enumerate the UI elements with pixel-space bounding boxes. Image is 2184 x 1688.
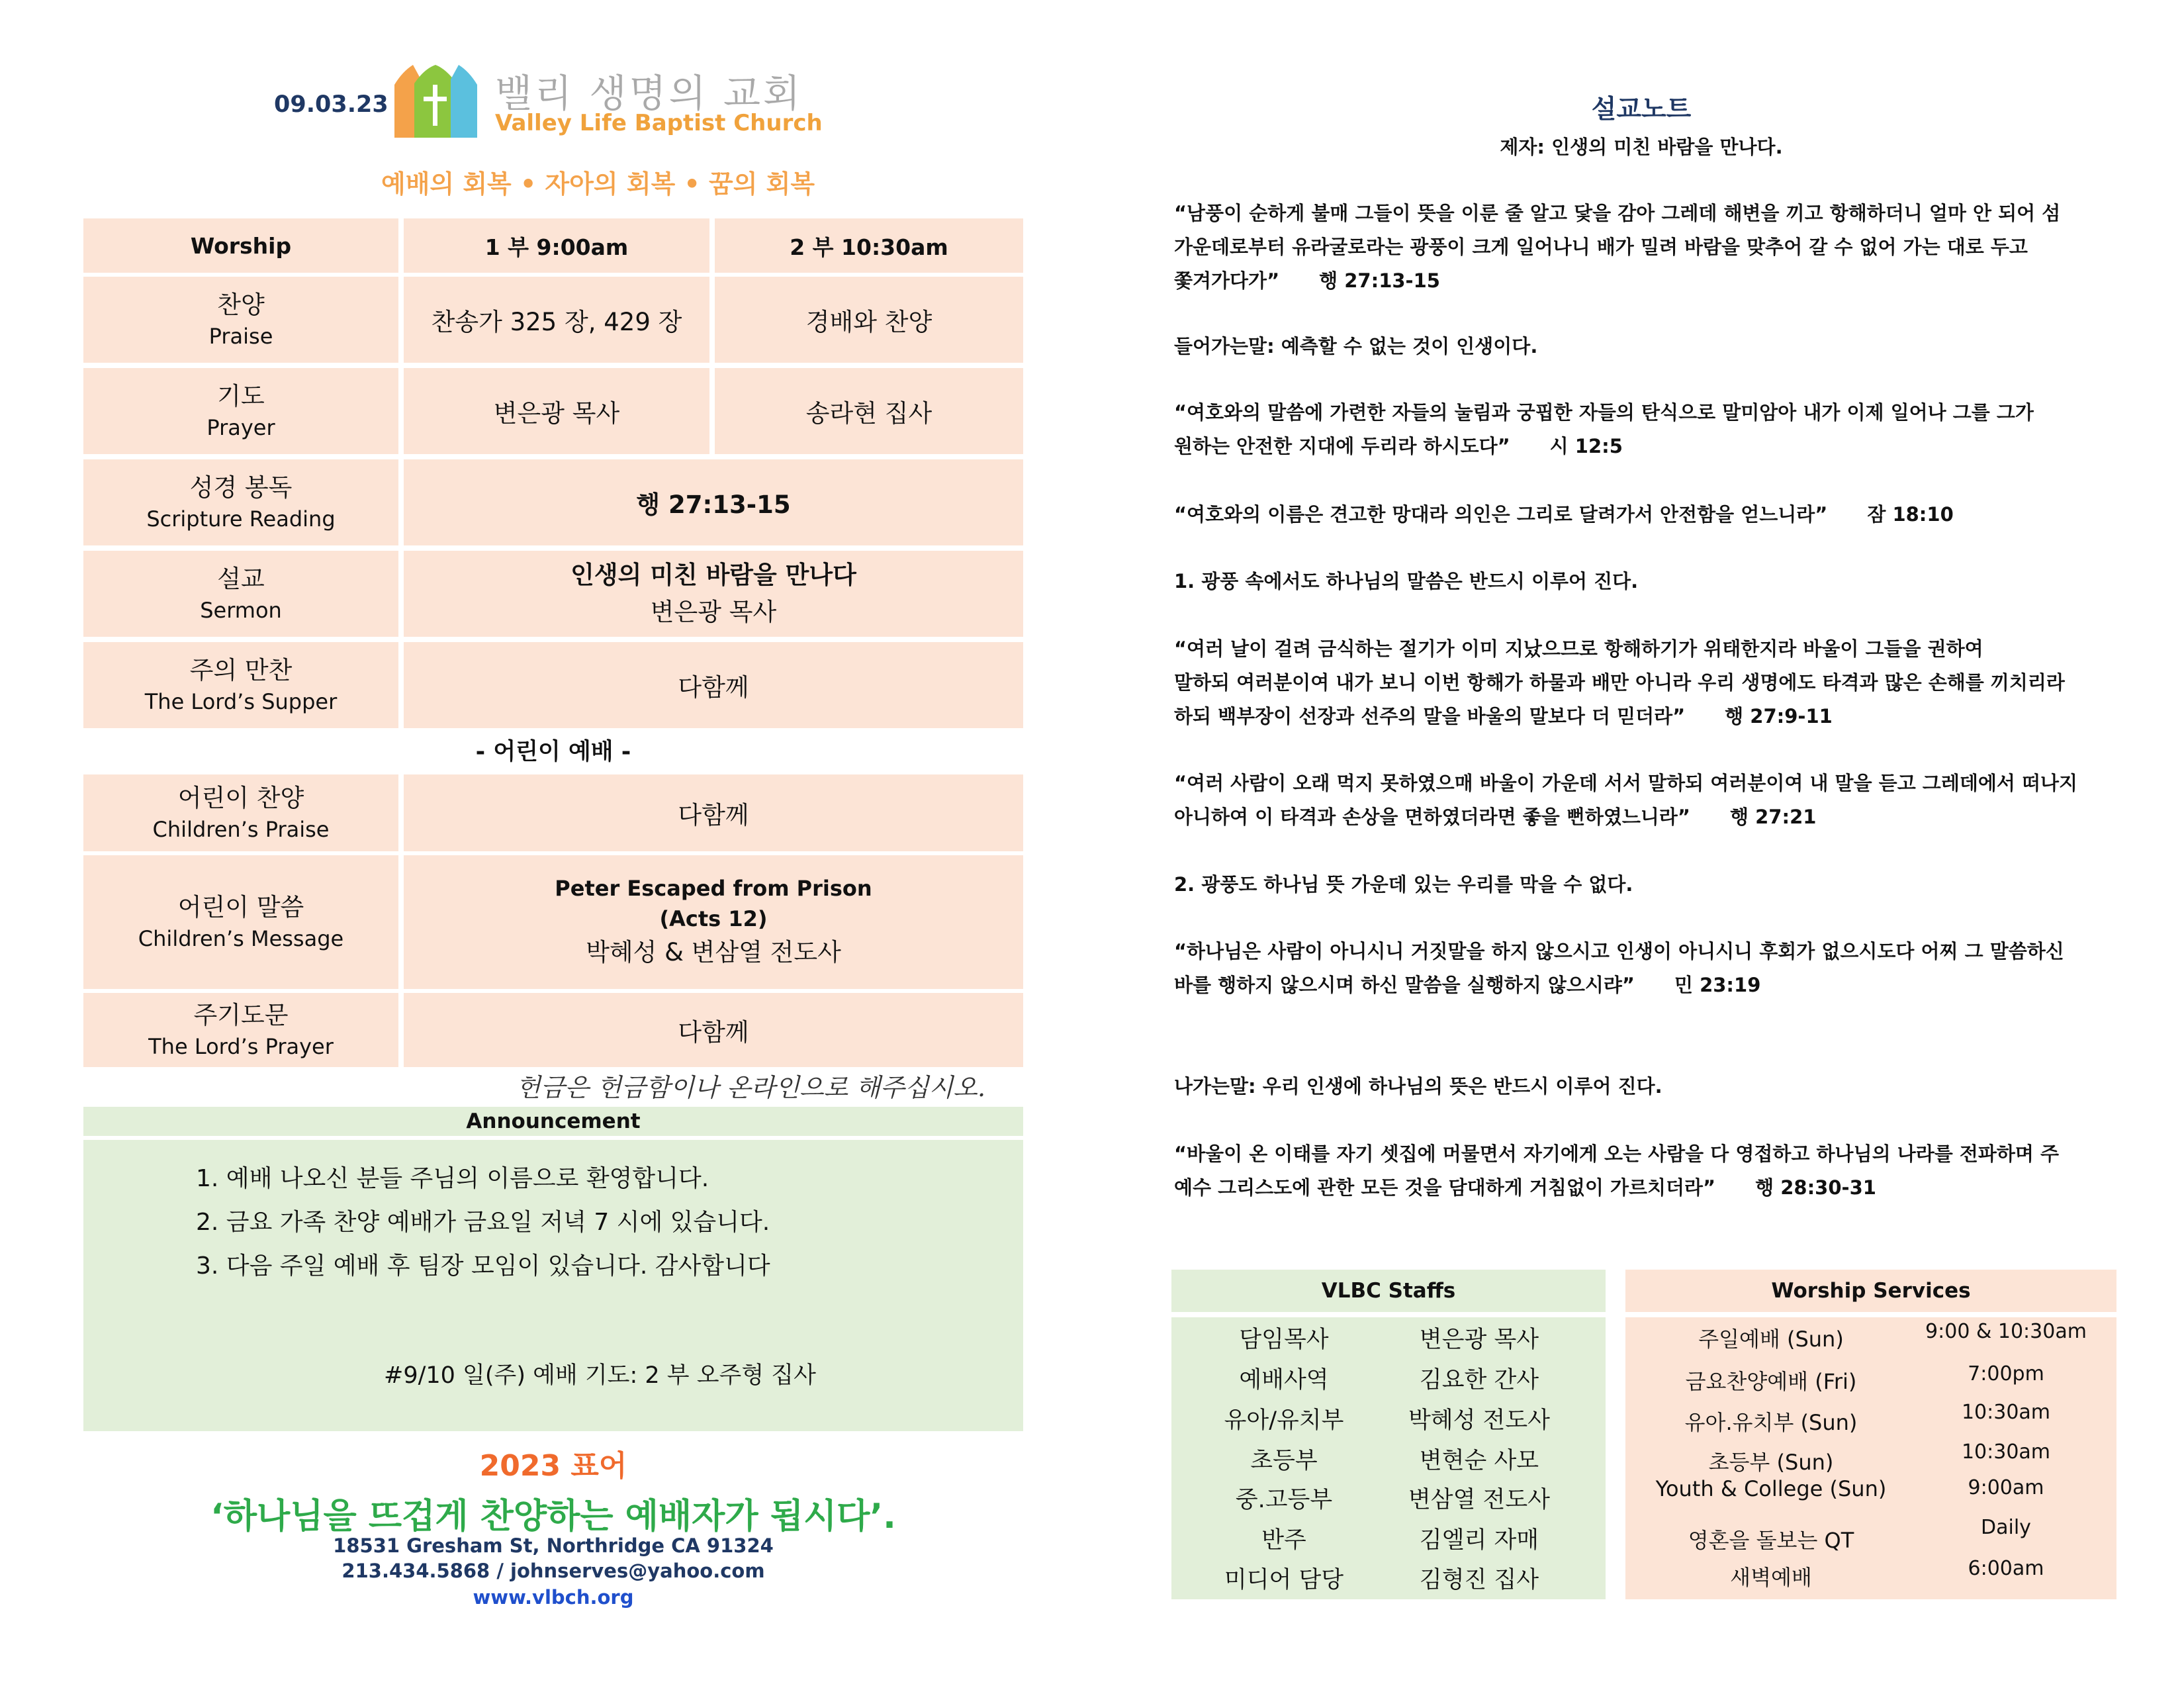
services-list [1625,1317,2116,1599]
prayer-second-service [715,368,1023,454]
service-time: 6:00am [1968,1557,2044,1580]
row-label-supper [83,642,398,728]
staffs-list [1171,1317,1606,1599]
staff-name: 김엘리 자매 [1419,1527,1539,1554]
prayer-label-en: Prayer [206,415,275,440]
passage-line: 원하는 안전한 지대에 두리라 하시도다” [1174,435,1510,457]
staff-role: 미디어 담당 [1224,1567,1344,1593]
lords-prayer-label-kr: 주기도문 [193,1001,289,1029]
announcement-title: Announcement [83,1107,1023,1136]
prayer-second-value: 송라현 집사 [805,399,933,428]
sermon-label-kr: 설교 [217,565,265,593]
church-address: 18531 Gresham St, Northridge CA 91324 [333,1534,774,1557]
children-message-label-en: Children’s Message [138,926,344,951]
praise-second-service [715,277,1023,363]
children-message-speakers: 박혜성 & 변삼열 전도사 [586,938,841,966]
prayer-first-service [404,368,709,454]
sermon-info [404,551,1023,637]
staff-role: 유아/유치부 [1224,1407,1344,1434]
staff-role: 초등부 [1250,1448,1318,1474]
row-label-children-message [83,855,398,989]
service-time: Daily [1981,1516,2031,1539]
header-first-service: 1 부 9:00am [404,218,709,273]
children-message-label-kr: 어린이 말씀 [177,893,304,921]
sermon-notes-subject: 제자: 인생의 미친 바람을 만나다. [1500,136,1783,158]
scripture-label-en: Scripture Reading [146,506,336,532]
children-praise-label-kr: 어린이 찬양 [177,784,304,812]
staff-role: 반주 [1261,1527,1306,1554]
children-praise-label-en: Children’s Praise [152,817,330,842]
row-label-children-praise [83,774,398,851]
praise-label-en: Praise [208,324,273,349]
service-name: 유아.유치부 (Sun) [1684,1410,1858,1435]
supper-value: 다함께 [678,673,749,702]
sermon-passage-3 [1174,498,2120,532]
sermon-passage-6 [1174,935,2120,1002]
offering-note: 헌금은 헌금함이나 온라인으로 해주십시오. [516,1073,986,1102]
staff-name: 박혜성 전도사 [1408,1407,1550,1434]
service-time: 9:00 & 10:30am [1925,1320,2087,1343]
supper-value-cell [404,642,1023,728]
children-message-passage: (Acts 12) [659,906,768,931]
praise-first-value: 찬송가 325 장, 429 장 [431,308,682,336]
church-motto: 예배의 회복 • 자아의 회복 • 꿈의 회복 [381,169,815,199]
passage-line: 하되 백부장이 선장과 선주의 말을 바울의 말보다 더 믿더라” [1174,705,1686,727]
sermon-preacher: 변은광 목사 [650,598,777,626]
staff-name: 김요한 간사 [1419,1367,1539,1393]
passage-line: “여호와의 말씀에 가련한 자들의 눌림과 궁핍한 자들의 탄식으로 말미암아 내가 이제 일어나 그를 그가 [1174,401,2034,424]
children-praise-value: 다함께 [678,801,749,829]
supper-label-kr: 주의 만찬 [189,656,293,684]
row-label-lords-prayer [83,993,398,1067]
church-name-english: Valley Life Baptist Church [495,110,823,136]
sermon-outro: 나가는말: 우리 인생에 하나님의 뜻은 반드시 이루어 진다. [1174,1075,1662,1098]
church-logo-icon [394,65,477,138]
prayer-first-value: 변은광 목사 [493,399,620,428]
church-website-link[interactable]: www.vlbch.org [473,1586,634,1609]
sermon-passage-2 [1174,396,2120,463]
passage-reference: 행 27:13-15 [1319,269,1440,292]
sermon-label-en: Sermon [200,598,282,623]
passage-line: 아니하여 이 타격과 손상을 면하였더라면 좋을 뻔하였느니라” [1174,806,1690,828]
passage-reference: 행 27:21 [1730,806,1817,828]
prayer-label-kr: 기도 [217,382,265,410]
praise-label-kr: 찬양 [217,291,265,319]
row-label-sermon [83,551,398,637]
announcement-item: 3. 다음 주일 예배 후 팀장 모임이 있습니다. 감사합니다 [196,1252,770,1280]
children-message-info [404,855,1023,989]
service-time: 10:30am [1961,1401,2051,1424]
passage-line: “여호와의 이름은 견고한 망대라 의인은 그리로 달려가서 안전함을 얻느니라” [1174,503,1828,526]
church-name-korean: 밸리 생명의 교회 [495,71,803,116]
passage-reference: 잠 18:10 [1867,503,1954,526]
next-week-prayer: #9/10 일(주) 예배 기도: 2 부 오주형 집사 [384,1362,816,1389]
service-time: 9:00am [1968,1476,2044,1499]
passage-line: “남풍이 순하게 불매 그들이 뜻을 이룬 줄 알고 닻을 감아 그레데 해변을 끼고 항해하더니 얼마 안 되어 섬 [1174,202,2061,224]
sermon-point-1: 1. 광풍 속에서도 하나님의 말씀은 반드시 이루어 진다. [1174,570,1639,592]
staff-role: 중.고등부 [1235,1487,1333,1513]
row-label-praise [83,277,398,363]
header-second-service: 2 부 10:30am [715,218,1023,273]
passage-line: “여러 사람이 오래 먹지 못하였으매 바울이 가운데 서서 말하되 여러분이여 내 말을 듣고 그레데에서 떠나지 [1174,772,2078,794]
passage-line: “여러 날이 걸려 금식하는 절기가 이미 지났으므로 항해하기가 위태한지라 바울이 그들을 권하여 [1174,637,1983,660]
staff-role: 예배사역 [1239,1367,1329,1393]
passage-line: 바를 행하지 않으시며 하신 말씀을 실행하지 않으시랴” [1174,974,1635,996]
service-time: 10:30am [1961,1440,2051,1464]
service-time: 7:00pm [1968,1362,2044,1385]
sermon-passage-1 [1174,197,2120,298]
children-praise-value-cell [404,774,1023,851]
passage-reference: 시 12:5 [1549,435,1623,457]
supper-label-en: The Lord’s Supper [144,689,338,714]
year-motto-label: 2023 표어 [479,1449,627,1483]
staff-name: 변삼열 전도사 [1408,1487,1550,1513]
row-label-scripture [83,459,398,545]
announcement-item: 2. 금요 가족 찬양 예배가 금요일 저녁 7 시에 있습니다. [196,1209,770,1236]
scripture-label-kr: 성경 봉독 [189,473,293,502]
scripture-passage [404,459,1023,545]
praise-first-service [404,277,709,363]
staff-role: 담임목사 [1239,1327,1329,1353]
lords-prayer-value-cell [404,993,1023,1067]
sermon-passage-5 [1174,767,2120,834]
passage-line: “바울이 온 이태를 자기 셋집에 머물면서 자기에게 오는 사람을 다 영접하고 하나님의 나라를 전파하며 주 [1174,1143,2059,1165]
church-phone-email: 213.434.5868 / johnserves@yahoo.com [341,1560,765,1582]
children-message-title: Peter Escaped from Prison [555,876,872,901]
service-name: 영혼을 돌보는 QT [1688,1528,1854,1553]
passage-line: 말하되 여러분이여 내가 보니 이번 항해가 하물과 배만 아니라 우리 생명에도 타격과 많은 손해를 끼치리라 [1174,671,2065,694]
sermon-passage-7 [1174,1137,2120,1205]
sermon-point-2: 2. 광풍도 하나님 뜻 가운데 있는 우리를 막을 수 없다. [1174,873,1633,896]
sermon-notes-title: 설교노트 [1591,95,1692,124]
announcement-item: 1. 예배 나오신 분들 주님의 이름으로 환영합니다. [196,1165,709,1192]
service-name: 금요찬양예배 (Fri) [1685,1369,1857,1394]
sermon-title: 인생의 미친 바람을 만나다 [570,561,856,589]
staff-name: 김형진 집사 [1419,1567,1539,1593]
passage-reference: 민 23:19 [1674,974,1761,996]
staff-name: 변현순 사모 [1419,1448,1539,1474]
header-worship: Worship [83,218,398,273]
staffs-title: VLBC Staffs [1171,1270,1606,1312]
lords-prayer-label-en: The Lord’s Prayer [148,1034,334,1059]
service-name: 초등부 (Sun) [1708,1450,1834,1475]
announcement-body [83,1140,1023,1431]
praise-second-value: 경배와 찬양 [805,308,933,336]
passage-line: 가운데로부터 유라굴로라는 광풍이 크게 일어나니 배가 밀려 바람을 맞추어 갈 수 없어 가는 대로 두고 [1174,236,2028,258]
service-name: 새벽예배 [1730,1565,1812,1590]
passage-line: 쫓겨가다가” [1174,269,1280,292]
bulletin-date: 09.03.23 [274,91,388,118]
scripture-value: 행 27:13-15 [636,491,791,519]
service-name: Youth & College (Sun) [1655,1476,1887,1501]
lords-prayer-value: 다함께 [678,1018,749,1047]
passage-line: “하나님은 사람이 아니시니 거짓말을 하지 않으시고 인생이 아니시니 후회가 없으시도다 어찌 그 말씀하신 [1174,940,2064,962]
sermon-intro: 들어가는말: 예측할 수 없는 것이 인생이다. [1174,335,1538,357]
sermon-passage-4 [1174,632,2120,733]
row-label-prayer [83,368,398,454]
year-motto-slogan: ‘하나님을 뜨겁게 찬양하는 예배자가 됩시다’. [210,1497,896,1536]
passage-reference: 행 27:9-11 [1725,705,1833,727]
services-title: Worship Services [1625,1270,2116,1312]
passage-line: 예수 그리스도에 관한 모든 것을 담대하게 거침없이 가르치더라” [1174,1176,1716,1199]
children-worship-title: - 어린이 예배 - [475,739,631,765]
staff-name: 변은광 목사 [1419,1327,1539,1353]
passage-reference: 행 28:30-31 [1755,1176,1876,1199]
service-name: 주일예배 (Sun) [1698,1327,1844,1352]
